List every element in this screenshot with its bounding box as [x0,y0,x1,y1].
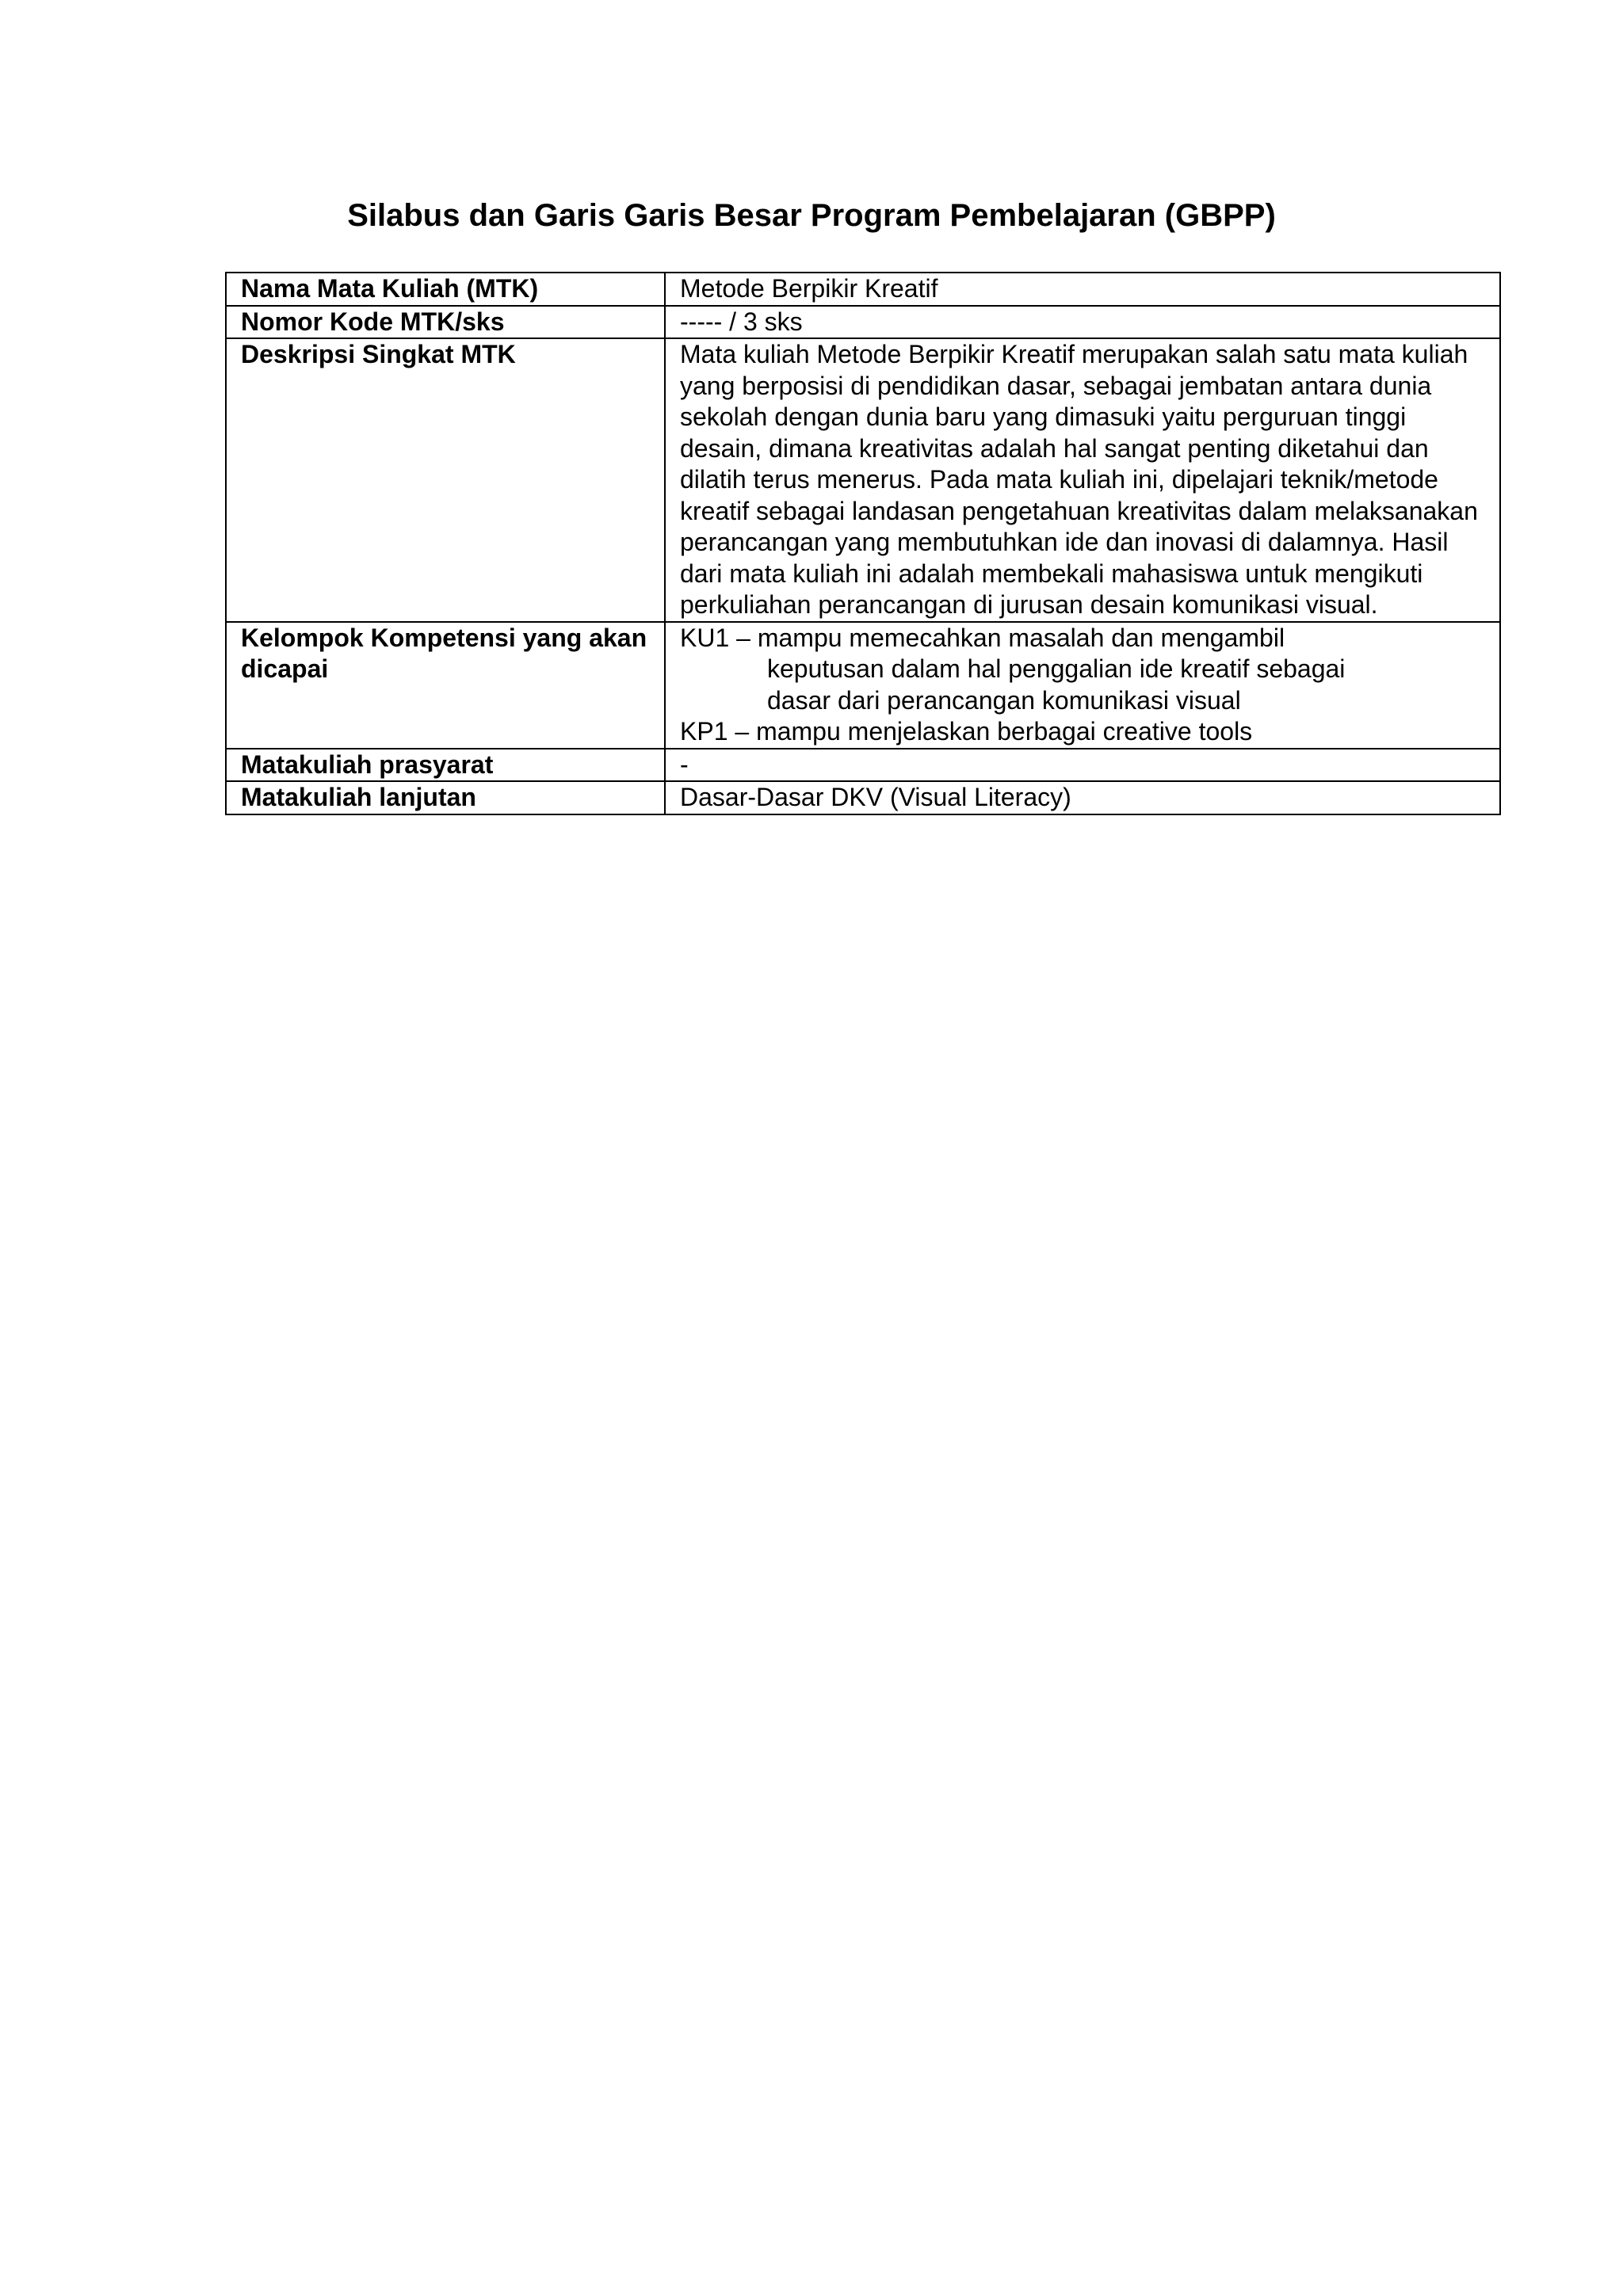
course-name-value: Metode Berpikir Kreatif [665,273,1500,306]
description-label: Deskripsi Singkat MTK [226,338,665,622]
page-title: Silabus dan Garis Garis Besar Program Pembelajaran (GBPP) [347,198,1276,233]
competency-label: Kelompok Kompetensi yang akan dicapai [226,622,665,749]
table-row-course-name [226,273,1500,306]
table-row-prerequisite [226,749,1500,782]
competency-item-ku1-line-2: keputusan dalam hal penggalian ide kreatif sebagai [767,654,1346,683]
prerequisite-value: - [665,749,1500,782]
competency-item-ku1-line-1: KU1 – mampu memecahkan masalah dan mengambil [680,623,1285,652]
syllabus-table [225,272,1501,815]
competency-item-ku1-line-3: dasar dari perancangan komunikasi visual [767,685,1241,715]
course-code-label: Nomor Kode MTK/sks [226,306,665,339]
competency-item-kp1-line-1: KP1 – mampu menjelaskan berbagai creative tools [680,717,1253,746]
course-code-value: ----- / 3 sks [665,306,1500,339]
competency-value [665,622,1500,749]
competency-item-ku1 [680,623,1485,717]
table-row-competency [226,622,1500,749]
table-row-follow-up [226,781,1500,814]
table-row-course-code [226,306,1500,339]
follow-up-label: Matakuliah lanjutan [226,781,665,814]
competency-item-kp1 [680,716,1485,748]
follow-up-value: Dasar-Dasar DKV (Visual Literacy) [665,781,1500,814]
course-name-label: Nama Mata Kuliah (MTK) [226,273,665,306]
description-value: Mata kuliah Metode Berpikir Kreatif merupakan salah satu mata kuliah yang berposisi di pendidikan dasar, sebagai jembatan antara dunia sekolah dengan dunia baru yang dimasuki yaitu perguruan tinggi desain, dimana kreativitas adalah hal sangat penting diketahui dan dilatih terus menerus. Pada mata kuliah ini, dipelajari teknik/metode kreatif sebagai landasan pengetahuan kreativitas dalam melaksanakan perancangan yang membutuhkan ide dan inovasi di dalamnya. Hasil dari mata kuliah ini adalah membekali mahasiswa untuk mengikuti perkuliahan perancangan di jurusan desain komunikasi visual. [665,338,1500,622]
table-row-description [226,338,1500,622]
prerequisite-label: Matakuliah prasyarat [226,749,665,782]
